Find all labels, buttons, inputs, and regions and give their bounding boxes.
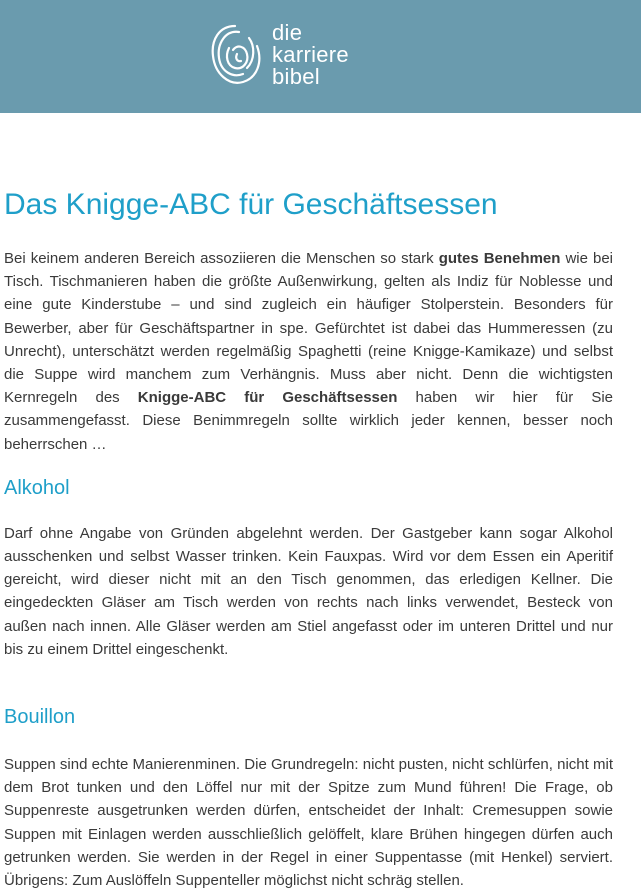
article: [4, 185, 613, 892]
article-title: Das Knigge-ABC für Geschäftsessen: [4, 188, 498, 221]
logo-line-karriere: karriere: [272, 42, 349, 67]
logo-line-bibel: bibel: [272, 64, 320, 89]
section-text-bouillon: Suppen sind echte Manierenminen. Die Grundregeln: nicht pusten, nicht schlürfen, nicht mit dem Brot tunken und den Löffel nur mit der Spitze zum Mund führen! Die Frage, ob Suppenreste ausgetrunken werden dürfen, entscheidet der Inhalt: Cremesuppen sowie Suppen mit Einlagen werden ausschließlich gelöffelt, klare Brühen hingegen dürfen auch getrunken werden. Sie werden in der Regel in einer Suppentasse (mit Henkel) serviert. Übrigens: Zum Auslöffeln Suppenteller möglichst nicht schräg stellen.: [4, 756, 613, 890]
section-heading-alkohol: Alkohol: [4, 476, 70, 499]
intro-paragraph: [4, 247, 613, 456]
intro-text-1: Bei keinem anderen Bereich assoziieren die Menschen so stark: [4, 250, 439, 267]
intro-bold-2: Knigge-ABC für Geschäftsessen: [137, 389, 398, 407]
section-heading-bouillon: Bouillon: [4, 706, 76, 729]
logo-line-die: die: [272, 20, 303, 45]
intro-text-2: wie bei Tisch. Tischmanieren haben die größte Außenwirkung, gelten als Indiz für Noblesse und eine gute Kinderstube – und sind zugleich ein häufiger Stolperstein. Besonders für Bewerber, aber für Geschäftspartner in spe. Gefürchtet ist dabei das Hummeressen (zu Unrecht), unterschätzt werden regelmäßig Spaghetti (reine Knigge-Kamikaze) und selbst die Suppe wird manchem zum Verhängnis. Muss aber nicht. Denn die wichtigsten Kernregeln des: [4, 250, 614, 407]
logo-wordmark[interactable]: [272, 22, 349, 88]
intro-bold-1: gutes Benehmen: [438, 250, 561, 267]
intro-text-3: haben wir hier für Sie zusammengefasst. Diese Benimmregeln sollte wirklich jeder kennen, besser noch beherrschen …: [4, 389, 614, 453]
section-text-alkohol: Darf ohne Angabe von Gründen abgelehnt werden. Der Gastgeber kann sogar Alkohol ausschenken und selbst Wasser trinken. Kein Fauxpas. Wird vor dem Essen ein Aperitif gereicht, wird dieser nicht mit an den Tisch genommen, das erledigen Kellner. Die eingedeckten Gläser am Tisch werden von rechts nach links verwendet, Besteck von außen nach innen. Alle Gläser werden am Stiel angefasst oder im unteren Drittel und nur bis zu einem Drittel eingeschenkt.: [4, 524, 613, 658]
header-banner: [0, 0, 641, 113]
karrierebibel-logo-icon[interactable]: [205, 20, 265, 92]
